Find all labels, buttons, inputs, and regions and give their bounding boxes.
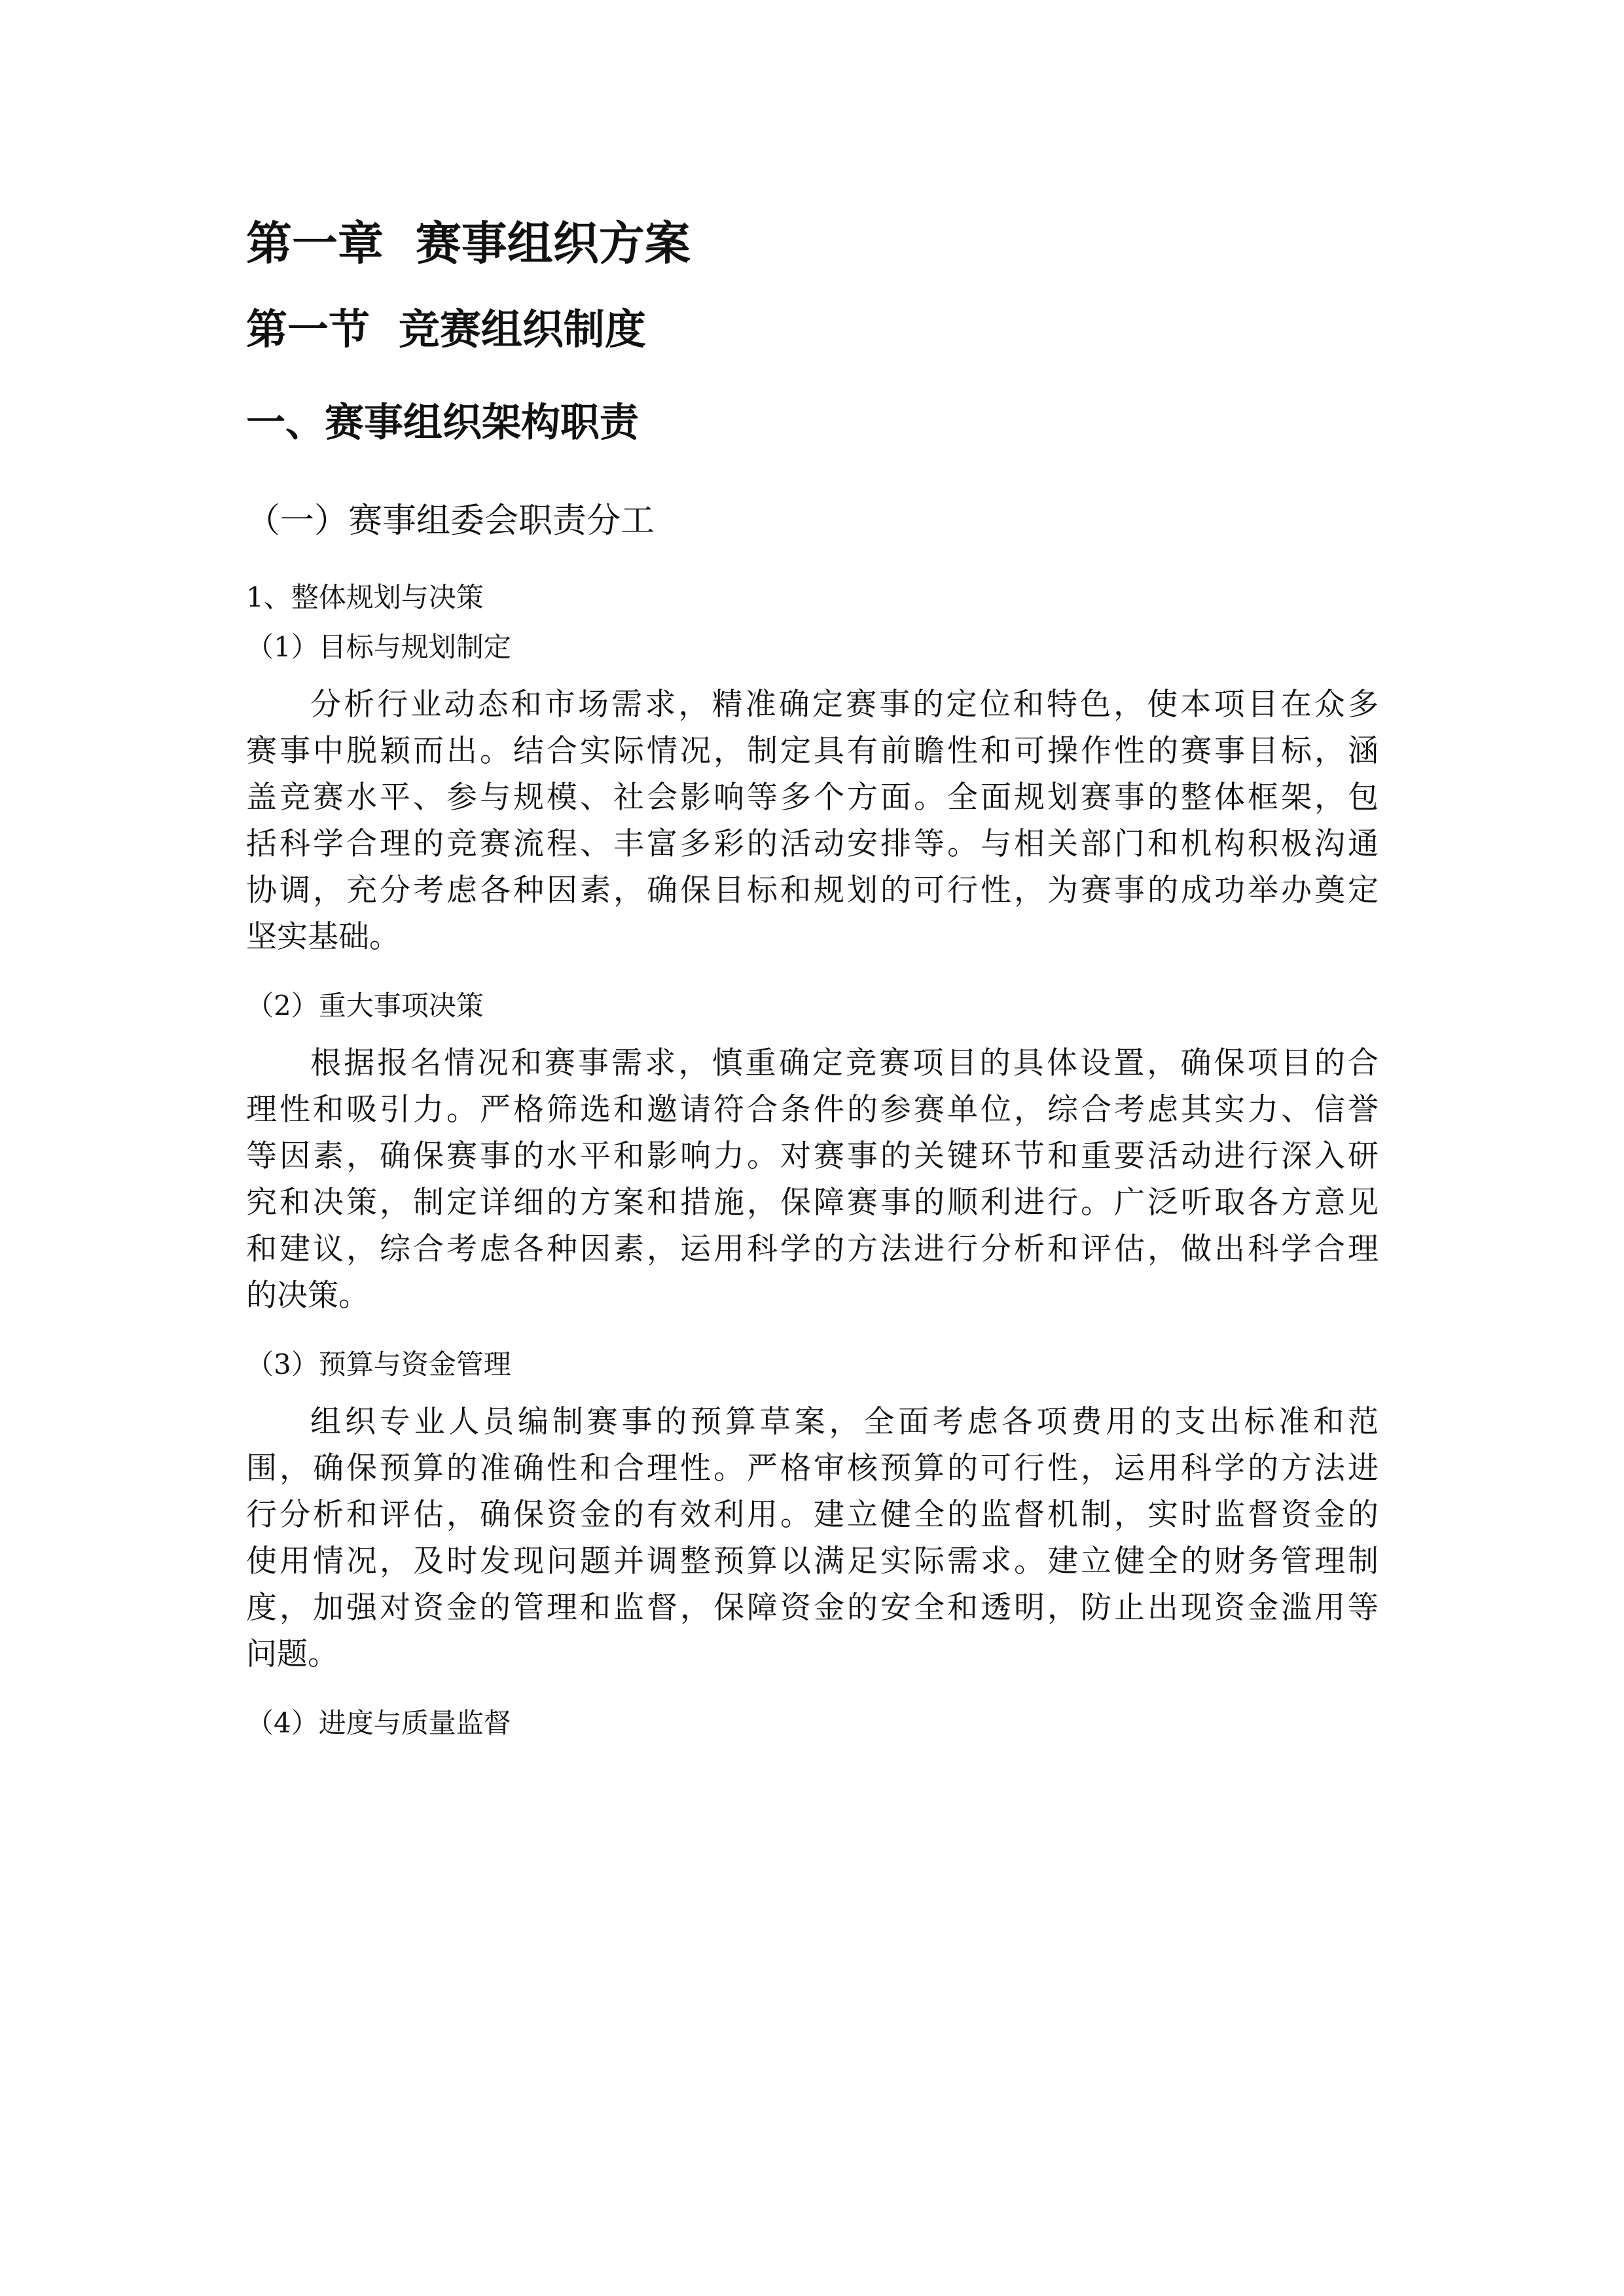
paragraph-line: 协调，充分考虑各种因素，确保目标和规划的可行性，为赛事的成功举办奠定	[246, 872, 1379, 908]
subsection-title: 一、赛事组织架构职责	[246, 400, 639, 446]
paragraph-line: 度，加强对资金的管理和监督，保障资金的安全和透明，防止出现资金滥用等	[246, 1590, 1379, 1626]
point-heading: （4）进度与质量监督	[246, 1707, 511, 1739]
paragraph-line: 盖竞赛水平、参与规模、社会影响等多个方面。全面规划赛事的整体框架，包	[246, 780, 1379, 816]
paragraph-line: 究和决策，制定详细的方案和措施，保障赛事的顺利进行。广泛听取各方意见	[246, 1185, 1379, 1221]
paragraph	[246, 1042, 1379, 1321]
paragraph-line: 括科学合理的竞赛流程、丰富多彩的活动安排等。与相关部门和机构积极沟通	[246, 826, 1379, 862]
paragraph-line: 等因素，确保赛事的水平和影响力。对赛事的关键环节和重要活动进行深入研	[246, 1138, 1379, 1174]
paragraph-line: 组织专业人员编制赛事的预算草案，全面考虑各项费用的支出标准和范	[310, 1404, 1379, 1440]
paragraph-line: 分析行业动态和市场需求，精准确定赛事的定位和特色，使本项目在众多	[310, 687, 1379, 723]
paragraph	[246, 1401, 1379, 1679]
paragraph-line: 围，确保预算的准确性和合理性。严格审核预算的可行性，运用科学的方法进	[246, 1450, 1379, 1486]
section-title: 第一节 竞赛组织制度	[246, 306, 646, 353]
group-title: （一）赛事组委会职责分工	[246, 501, 655, 541]
point-heading: （1）目标与规划制定	[246, 631, 511, 663]
paragraph-line: 根据报名情况和赛事需求，慎重确定竞赛项目的具体设置，确保项目的合	[310, 1045, 1379, 1081]
paragraph-line: 坚实基础。	[246, 919, 400, 955]
document-page	[246, 216, 1379, 1759]
paragraph-line: 理性和吸引力。严格筛选和邀请符合条件的参赛单位，综合考虑其实力、信誉	[246, 1092, 1379, 1128]
paragraph-line: 和建议，综合考虑各种因素，运用科学的方法进行分析和评估，做出科学合理	[246, 1231, 1379, 1267]
paragraph-line: 问题。	[246, 1636, 338, 1672]
paragraph-line: 赛事中脱颖而出。结合实际情况，制定具有前瞻性和可操作性的赛事目标，涵	[246, 733, 1379, 769]
chapter-title: 第一章 赛事组织方案	[246, 217, 691, 270]
paragraph-line: 的决策。	[246, 1278, 369, 1314]
paragraph-line: 行分析和评估，确保资金的有效利用。建立健全的监督机制，实时监督资金的	[246, 1497, 1379, 1533]
paragraph	[246, 683, 1379, 962]
item-title: 1、整体规划与决策	[246, 581, 484, 613]
point-heading: （2）重大事项决策	[246, 990, 484, 1022]
paragraph-line: 使用情况，及时发现问题并调整预算以满足实际需求。建立健全的财务管理制	[246, 1543, 1379, 1579]
point-heading: （3）预算与资金管理	[246, 1348, 511, 1380]
